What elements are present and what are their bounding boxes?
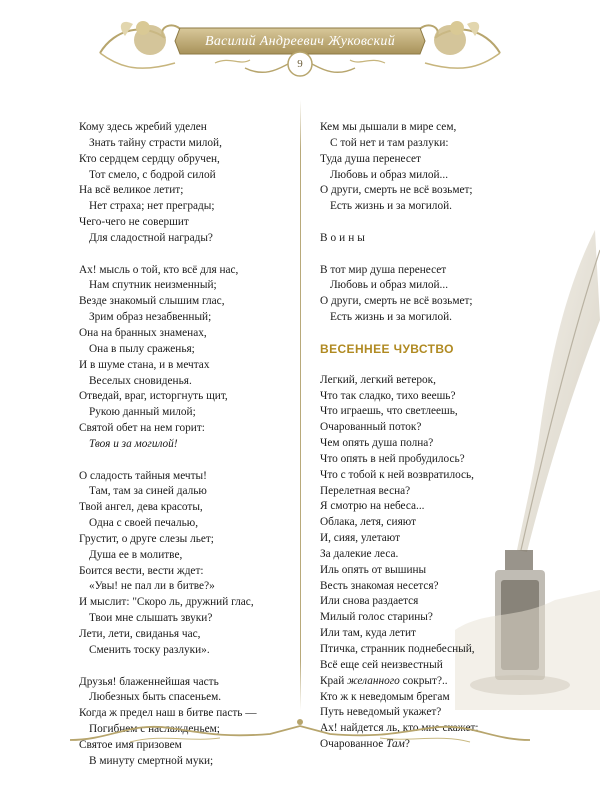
poem-line: Она на бранных знаменах, (79, 326, 207, 339)
poem-line: Всё еще сей неизвестный (320, 658, 443, 671)
poem-line: Птичка, странник поднебесный, (320, 643, 475, 655)
poem-line: Что так сладко, тихо веешь? (320, 389, 456, 402)
poem-line: Край желанного сокрыт?.. (320, 674, 448, 687)
poem-line: В минуту смертной муки; (89, 754, 214, 767)
poem-line: Чего-чего не совершит (79, 216, 189, 229)
stanza (79, 263, 294, 453)
poem-line: Святое имя призовем (79, 738, 182, 751)
poem-line: Или там, куда летит (320, 627, 416, 640)
poem-line: Рукою данный милой; (89, 406, 196, 419)
left-column (79, 120, 294, 785)
poem-line: Любовь и образ милой... (330, 168, 449, 181)
poem-line: Грустит, о друге слезы льет; (79, 532, 214, 545)
poem-line: О други, смерть не всё возьмет; (320, 295, 473, 308)
poem-line: Погибнем с наслажденьем; (89, 723, 220, 736)
poem-line: Боится вести, вести ждет: (79, 564, 204, 577)
poem-line: Зрим образ незабвенный; (89, 311, 212, 324)
poem-line: Что опять в ней пробудилось? (320, 452, 465, 465)
poem-line: О други, смерть не всё возьмет; (320, 184, 473, 197)
poem-line: В тот мир душа перенесет (320, 263, 447, 276)
poem-line: Отведай, враг, исторгнуть щит, (79, 390, 228, 403)
stanza (320, 120, 515, 215)
poem-line: Лети, лети, свиданья час, (79, 628, 201, 640)
poem-line: Чем опять душа полна? (320, 437, 434, 450)
poem-line: Тот смело, с бодрой силой (89, 168, 216, 181)
poem-line: «Увы! не пал ли в битве?» (89, 580, 215, 593)
poem-line: Или снова раздается (320, 595, 419, 608)
poem-line: Сменить тоску разлуки». (89, 643, 210, 656)
column-divider (300, 100, 301, 710)
poem-line: Веселых сновиденья. (89, 374, 192, 387)
poem-line: Иль опять от вышины (320, 563, 427, 576)
poem-line: Святой обет на нем горит: (79, 422, 205, 435)
poem-line: И мыслит: "Скоро ль, дружний глас, (79, 596, 254, 609)
poem-line: Кому здесь жребий уделен (79, 121, 207, 133)
poem-line: Туда душа перенесет (320, 152, 421, 165)
poem-line: Ах! найдется ль, кто мне скажет: (320, 722, 479, 735)
poem-line: Для сладостной награды? (89, 231, 213, 244)
poem-line: Весть знакомая несется? (320, 579, 439, 592)
stanza (79, 469, 294, 659)
poem-line: На всё великое летит; (79, 184, 184, 197)
poem-line: Перелетная весна? (320, 484, 411, 497)
poem-line: Легкий, легкий ветерок, (320, 373, 436, 386)
poem-line: Ах! мысль о той, кто всё для нас, (79, 263, 239, 276)
poem-line: Там, там за синей далью (89, 485, 207, 498)
poem-line: Твой ангел, дева красоты, (79, 501, 203, 514)
poem-line: И, сияя, улетают (320, 532, 401, 545)
poem-line: Твоя и за могилой! (89, 437, 178, 450)
poem-line: Кто ж к неведомым брегам (320, 690, 450, 703)
poem-line: Есть жизнь и за могилой. (330, 200, 452, 213)
poem-line: Кем мы дышали в мире сем, (320, 121, 457, 133)
poem-line: Есть жизнь и за могилой. (330, 311, 452, 324)
poem-line: Знать тайну страсти милой, (89, 136, 222, 149)
poem-line: Любезных быть спасеньем. (89, 691, 222, 704)
page-number: 9 (297, 58, 303, 70)
poem-line: Одна с своей печалью, (89, 517, 199, 530)
stanza (320, 263, 515, 326)
poem-line: Что играешь, что светлеешь, (320, 405, 458, 418)
poem-line: Нам спутник неизменный; (89, 279, 217, 292)
poem-line: Милый голос старины? (320, 611, 433, 624)
stanza (79, 120, 294, 247)
poem-title: ВЕСЕННЕЕ ЧУВСТВО (320, 341, 454, 356)
poem-line: Что с тобой к ней возвратилось, (320, 468, 474, 481)
poem-line: Любовь и образ милой... (330, 279, 449, 292)
right-column (320, 120, 515, 769)
poem-line: Когда ж предел наш в битве пасть — (79, 707, 257, 720)
poem-line: О сладость тайныя мечты! (79, 469, 207, 482)
poem-line: Твои мне слышать звуки? (89, 612, 213, 625)
poem-line: Друзья! блаженнейшая часть (79, 675, 219, 688)
poem-line: Она в пылу сраженья; (89, 342, 195, 355)
poem-line: И в шуме стана, и в мечтах (79, 358, 210, 371)
poem-line: Нет страха; нет преграды; (89, 200, 215, 213)
poem-line: Очарованное Там? (320, 738, 410, 751)
warriors-chorus-label: Воины (320, 231, 368, 244)
poem-line: Везде знакомый слышим глас, (79, 295, 225, 308)
poem-line: С той нет и там разлуки: (330, 136, 449, 149)
poem-line: Очарованный поток? (320, 421, 422, 434)
poem-line: За далекие леса. (320, 547, 399, 560)
poem-line: Я смотрю на небеса... (320, 500, 425, 513)
poem-line: Кто сердцем сердцу обручен, (79, 152, 220, 165)
author-banner: Василий Андреевич Жуковский (204, 34, 396, 49)
page-header (95, 8, 505, 86)
poem-line: Душа ее в молитве, (89, 548, 183, 561)
stanza (320, 373, 515, 753)
footer-ornament-icon (70, 712, 530, 746)
poem-line: Облака, летя, сияют (320, 516, 417, 529)
poem-line: Путь неведомый укажет? (320, 706, 442, 719)
